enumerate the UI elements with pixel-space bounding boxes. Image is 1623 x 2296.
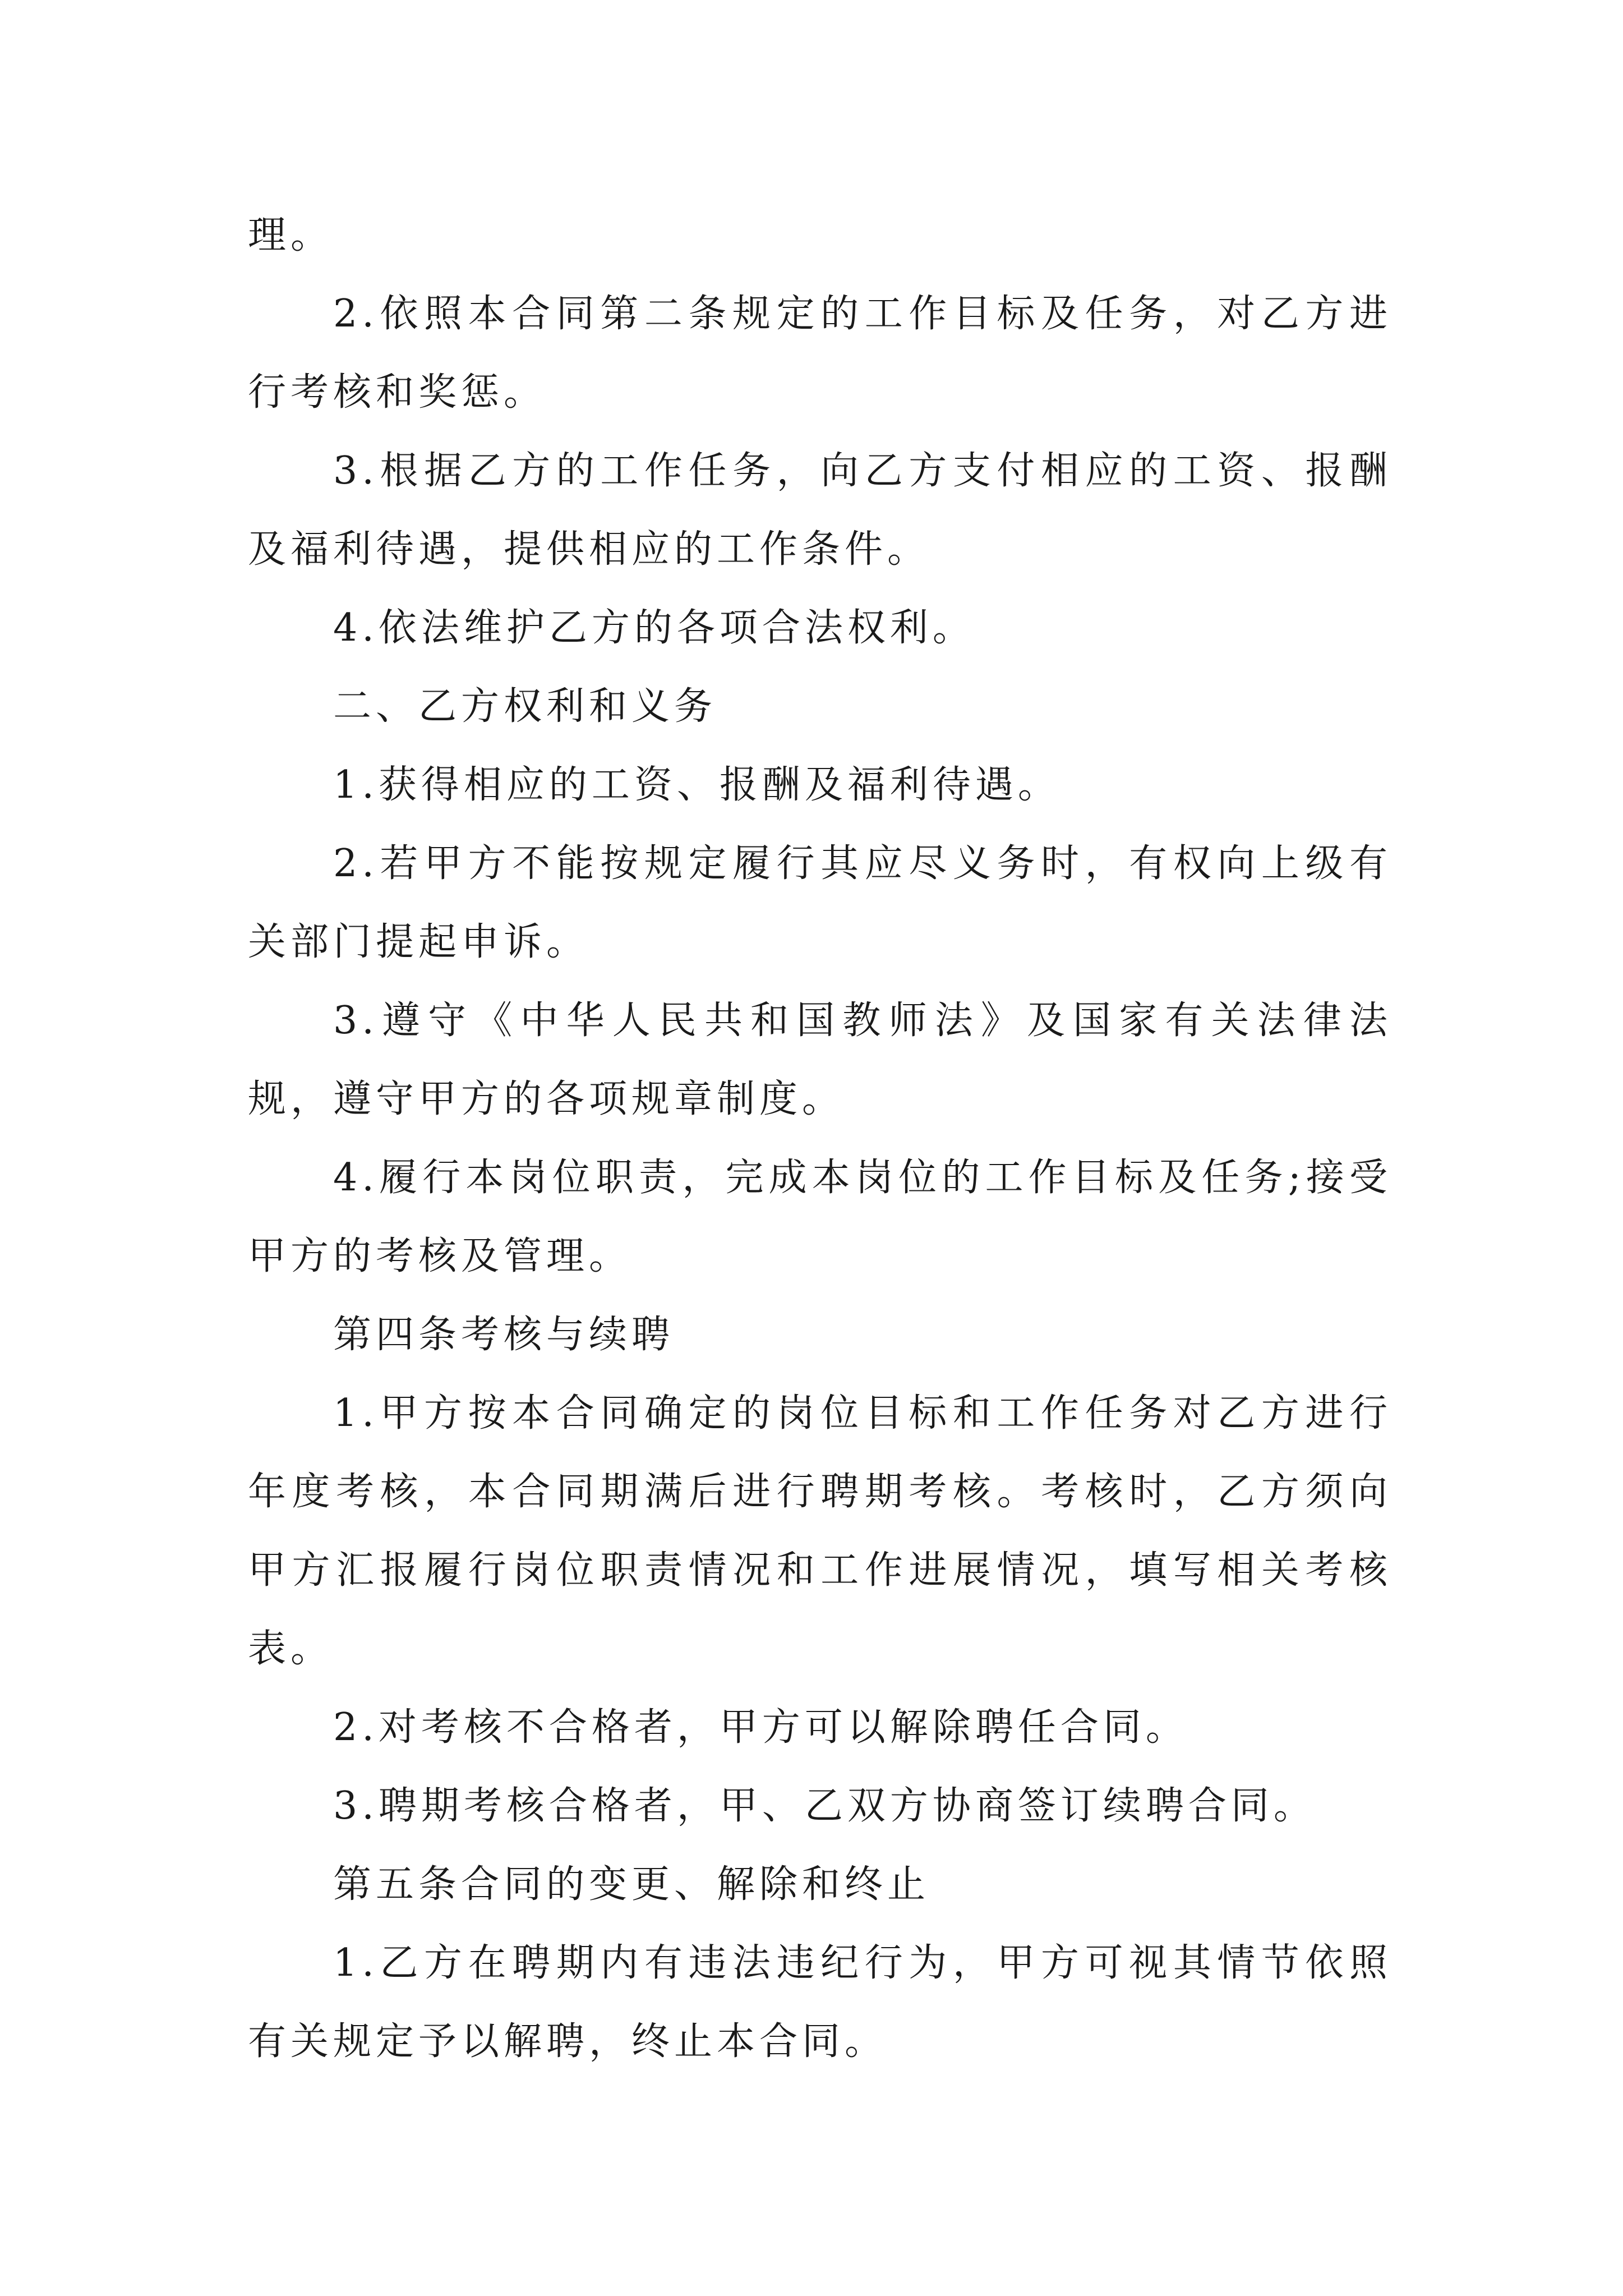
document-body <box>248 196 1392 2081</box>
paragraph-continuation: 理。 <box>248 213 334 257</box>
paragraph-party-a-duty-2: 2.依照本合同第二条规定的工作目标及任务，对乙方进行考核和奖惩。 <box>248 292 1392 415</box>
paragraph-party-a-duty-3: 3.根据乙方的工作任务，向乙方支付相应的工资、报酬及福利待遇，提供相应的工作条件。 <box>248 449 1392 572</box>
paragraph-article4-2: 2.对考核不合格者，甲方可以解除聘任合同。 <box>333 1705 1188 1750</box>
paragraph-party-b-right-3: 3.遵守《中华人民共和国教师法》及国家有关法律法规，遵守甲方的各项规章制度。 <box>248 999 1392 1121</box>
paragraph-article4-3: 3.聘期考核合格者，甲、乙双方协商签订续聘合同。 <box>333 1784 1316 1828</box>
paragraph-party-b-right-4: 4.履行本岗位职责，完成本岗位的工作目标及任务;接受甲方的考核及管理。 <box>248 1156 1392 1278</box>
paragraph-party-a-duty-4: 4.依法维护乙方的各项合法权利。 <box>333 606 975 650</box>
paragraph-party-b-right-2: 2.若甲方不能按规定履行其应尽义务时，有权向上级有关部门提起申诉。 <box>248 841 1392 964</box>
section-heading-party-b: 二、乙方权利和义务 <box>333 684 717 729</box>
paragraph-article5-1: 1.乙方在聘期内有违法违纪行为，甲方可视其情节依照有关规定予以解聘，终止本合同。 <box>248 1941 1392 2064</box>
paragraph-article4-1: 1.甲方按本合同确定的岗位目标和工作任务对乙方进行年度考核，本合同期满后进行聘期考核。考核时，乙方须向甲方汇报履行岗位职责情况和工作进展情况，填写相关考核表。 <box>248 1391 1392 1671</box>
article-heading-4: 第四条考核与续聘 <box>333 1313 675 1357</box>
paragraph-party-b-right-1: 1.获得相应的工资、报酬及福利待遇。 <box>333 763 1061 807</box>
article-heading-5: 第五条合同的变更、解除和终止 <box>333 1862 930 1907</box>
